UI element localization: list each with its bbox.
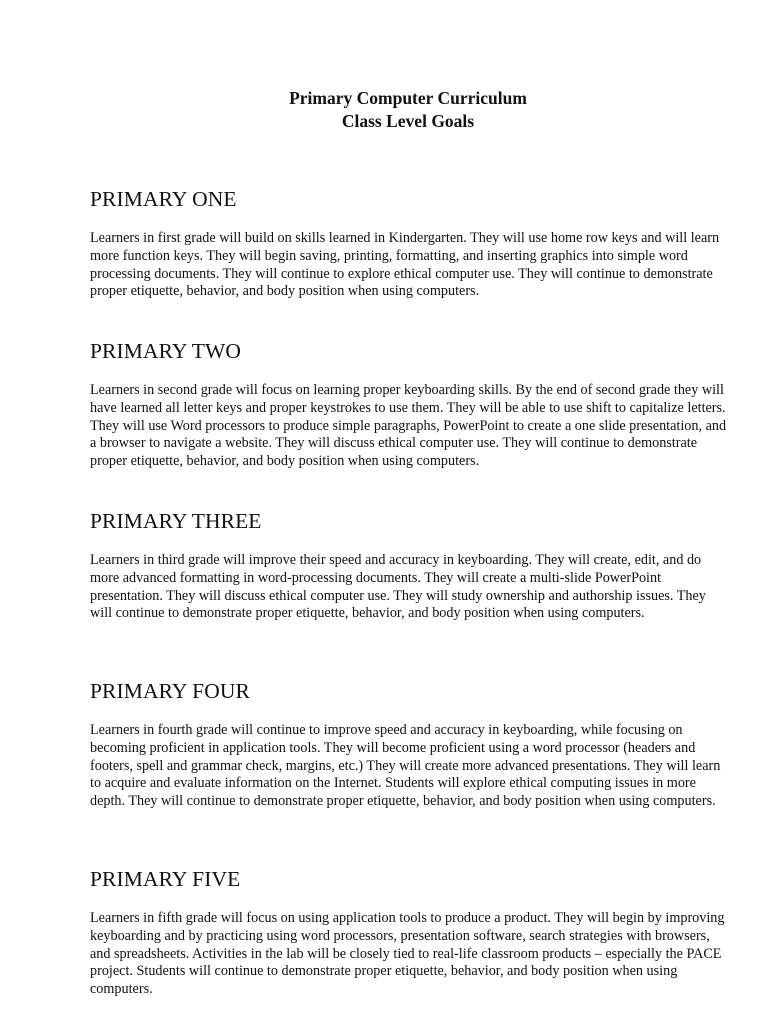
section-heading-primary-four: PRIMARY FOUR <box>90 679 250 703</box>
section-body-primary-three: Learners in third grade will improve their speed and accuracy in keyboarding. They will create, edit, and do more advanced formatting in word-processing documents. They will create a multi-slide PowerPoint presentation. They will discuss ethical computer use. They will study ownership and authorship issues. They will continue to demonstrate proper etiquette, behavior, and body position when using computers. <box>90 552 706 622</box>
section-body-primary-two: Learners in second grade will focus on learning proper keyboarding skills. By the end of second grade they will have learned all letter keys and proper keystrokes to use them. They will be able to use shift to capitalize letters. They will use Word processors to produce simple paragraphs, PowerPoint to create a one slide presentation, and a browser to navigate a website. They will discuss ethical computer use. They will continue to demonstrate proper etiquette, behavior, and body position when using computers. <box>90 382 727 470</box>
document-title: Primary Computer Curriculum <box>289 88 527 108</box>
section-heading-primary-two: PRIMARY TWO <box>90 339 242 363</box>
document-subtitle: Class Level Goals <box>341 111 475 131</box>
section-heading-primary-three: PRIMARY THREE <box>90 509 262 533</box>
section-body-primary-one: Learners in first grade will build on skills learned in Kindergarten. They will use home row keys and will learn more function keys. They will begin saving, printing, formatting, and inserting graphics into simple word processing documents. They will continue to explore ethical computer use. They will continue to demonstrate proper etiquette, behavior, and body position when using computers. <box>90 230 720 300</box>
section-body-primary-four: Learners in fourth grade will continue to improve speed and accuracy in keyboarding, while focusing on becoming proficient in application tools. They will become proficient using a word processor (headers and footers, spell and grammar check, margins, etc.) They will create more advanced presentations. They will learn to acquire and evaluate information on the Internet. Students will explore ethical computing issues in more depth. They will continue to demonstrate proper etiquette, behavior, and body position when using computers. <box>90 722 721 810</box>
section-heading-primary-one: PRIMARY ONE <box>90 187 237 211</box>
section-heading-primary-five: PRIMARY FIVE <box>90 867 241 891</box>
section-body-primary-five: Learners in fifth grade will focus on using application tools to produce a product. They will begin by improving keyboarding and by practicing using word processors, presentation software, search strategies with browsers, and spreadsheets. Activities in the lab will be closely tied to real-life classroom products – especially the PACE project. Students will continue to demonstrate proper etiquette, behavior, and body position when using computers. <box>90 910 725 998</box>
